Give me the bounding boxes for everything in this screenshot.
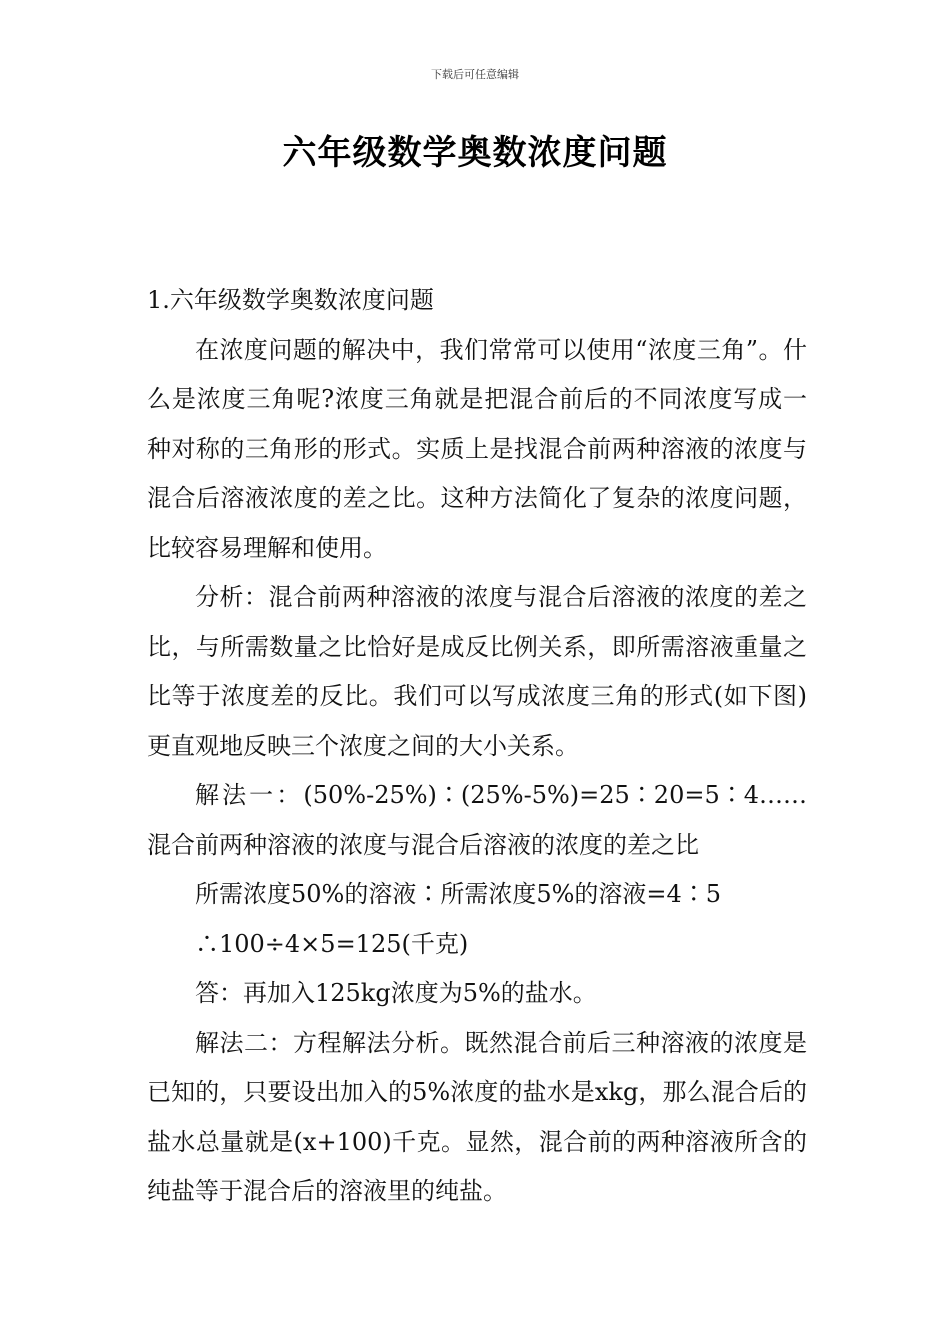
paragraph-method-two: 解法二：方程解法分析。既然混合前后三种溶液的浓度是已知的，只要设出加入的5%浓度的盐水是xkg，那么混合后的盐水总量就是(x+100)千克。显然，混合前的两种溶液所含的纯盐等于混合后的溶液里的纯盐。 <box>147 1028 807 1205</box>
section-heading: 1.六年级数学奥数浓度问题 <box>147 286 434 314</box>
paragraph-intro: 在浓度问题的解决中，我们常常可以使用“浓度三角”。什么是浓度三角呢?浓度三角就是把混合前后的不同浓度写成一种对称的三角形的形式。实质上是找混合前两种溶液的浓度与混合后溶液浓度的差之比。这种方法简化了复杂的浓度问题，比较容易理解和使用。 <box>147 335 807 562</box>
document-body <box>147 276 807 1217</box>
document-title: 六年级数学奥数浓度问题 <box>282 133 668 173</box>
paragraph-method-one: 解法一：(50%-25%)∶(25%-5%)=25∶20=5∶4……混合前两种溶液的浓度与混合后溶液的浓度的差之比 <box>147 781 807 859</box>
paragraph-ratio: 所需浓度50%的溶液∶所需浓度5%的溶液=4∶5 <box>195 880 722 908</box>
paragraph-analysis: 分析：混合前两种溶液的浓度与混合后溶液的浓度的差之比，与所需数量之比恰好是成反比例关系，即所需溶液重量之比等于浓度差的反比。我们可以写成浓度三角的形式(如下图)更直观地反映三个浓度之间的大小关系。 <box>147 583 807 760</box>
header-note: 下载后可任意编辑 <box>431 68 519 81</box>
paragraph-answer: 答：再加入125kg浓度为5%的盐水。 <box>195 979 597 1007</box>
paragraph-calculation: ∴100÷4×5=125(千克) <box>195 929 469 958</box>
